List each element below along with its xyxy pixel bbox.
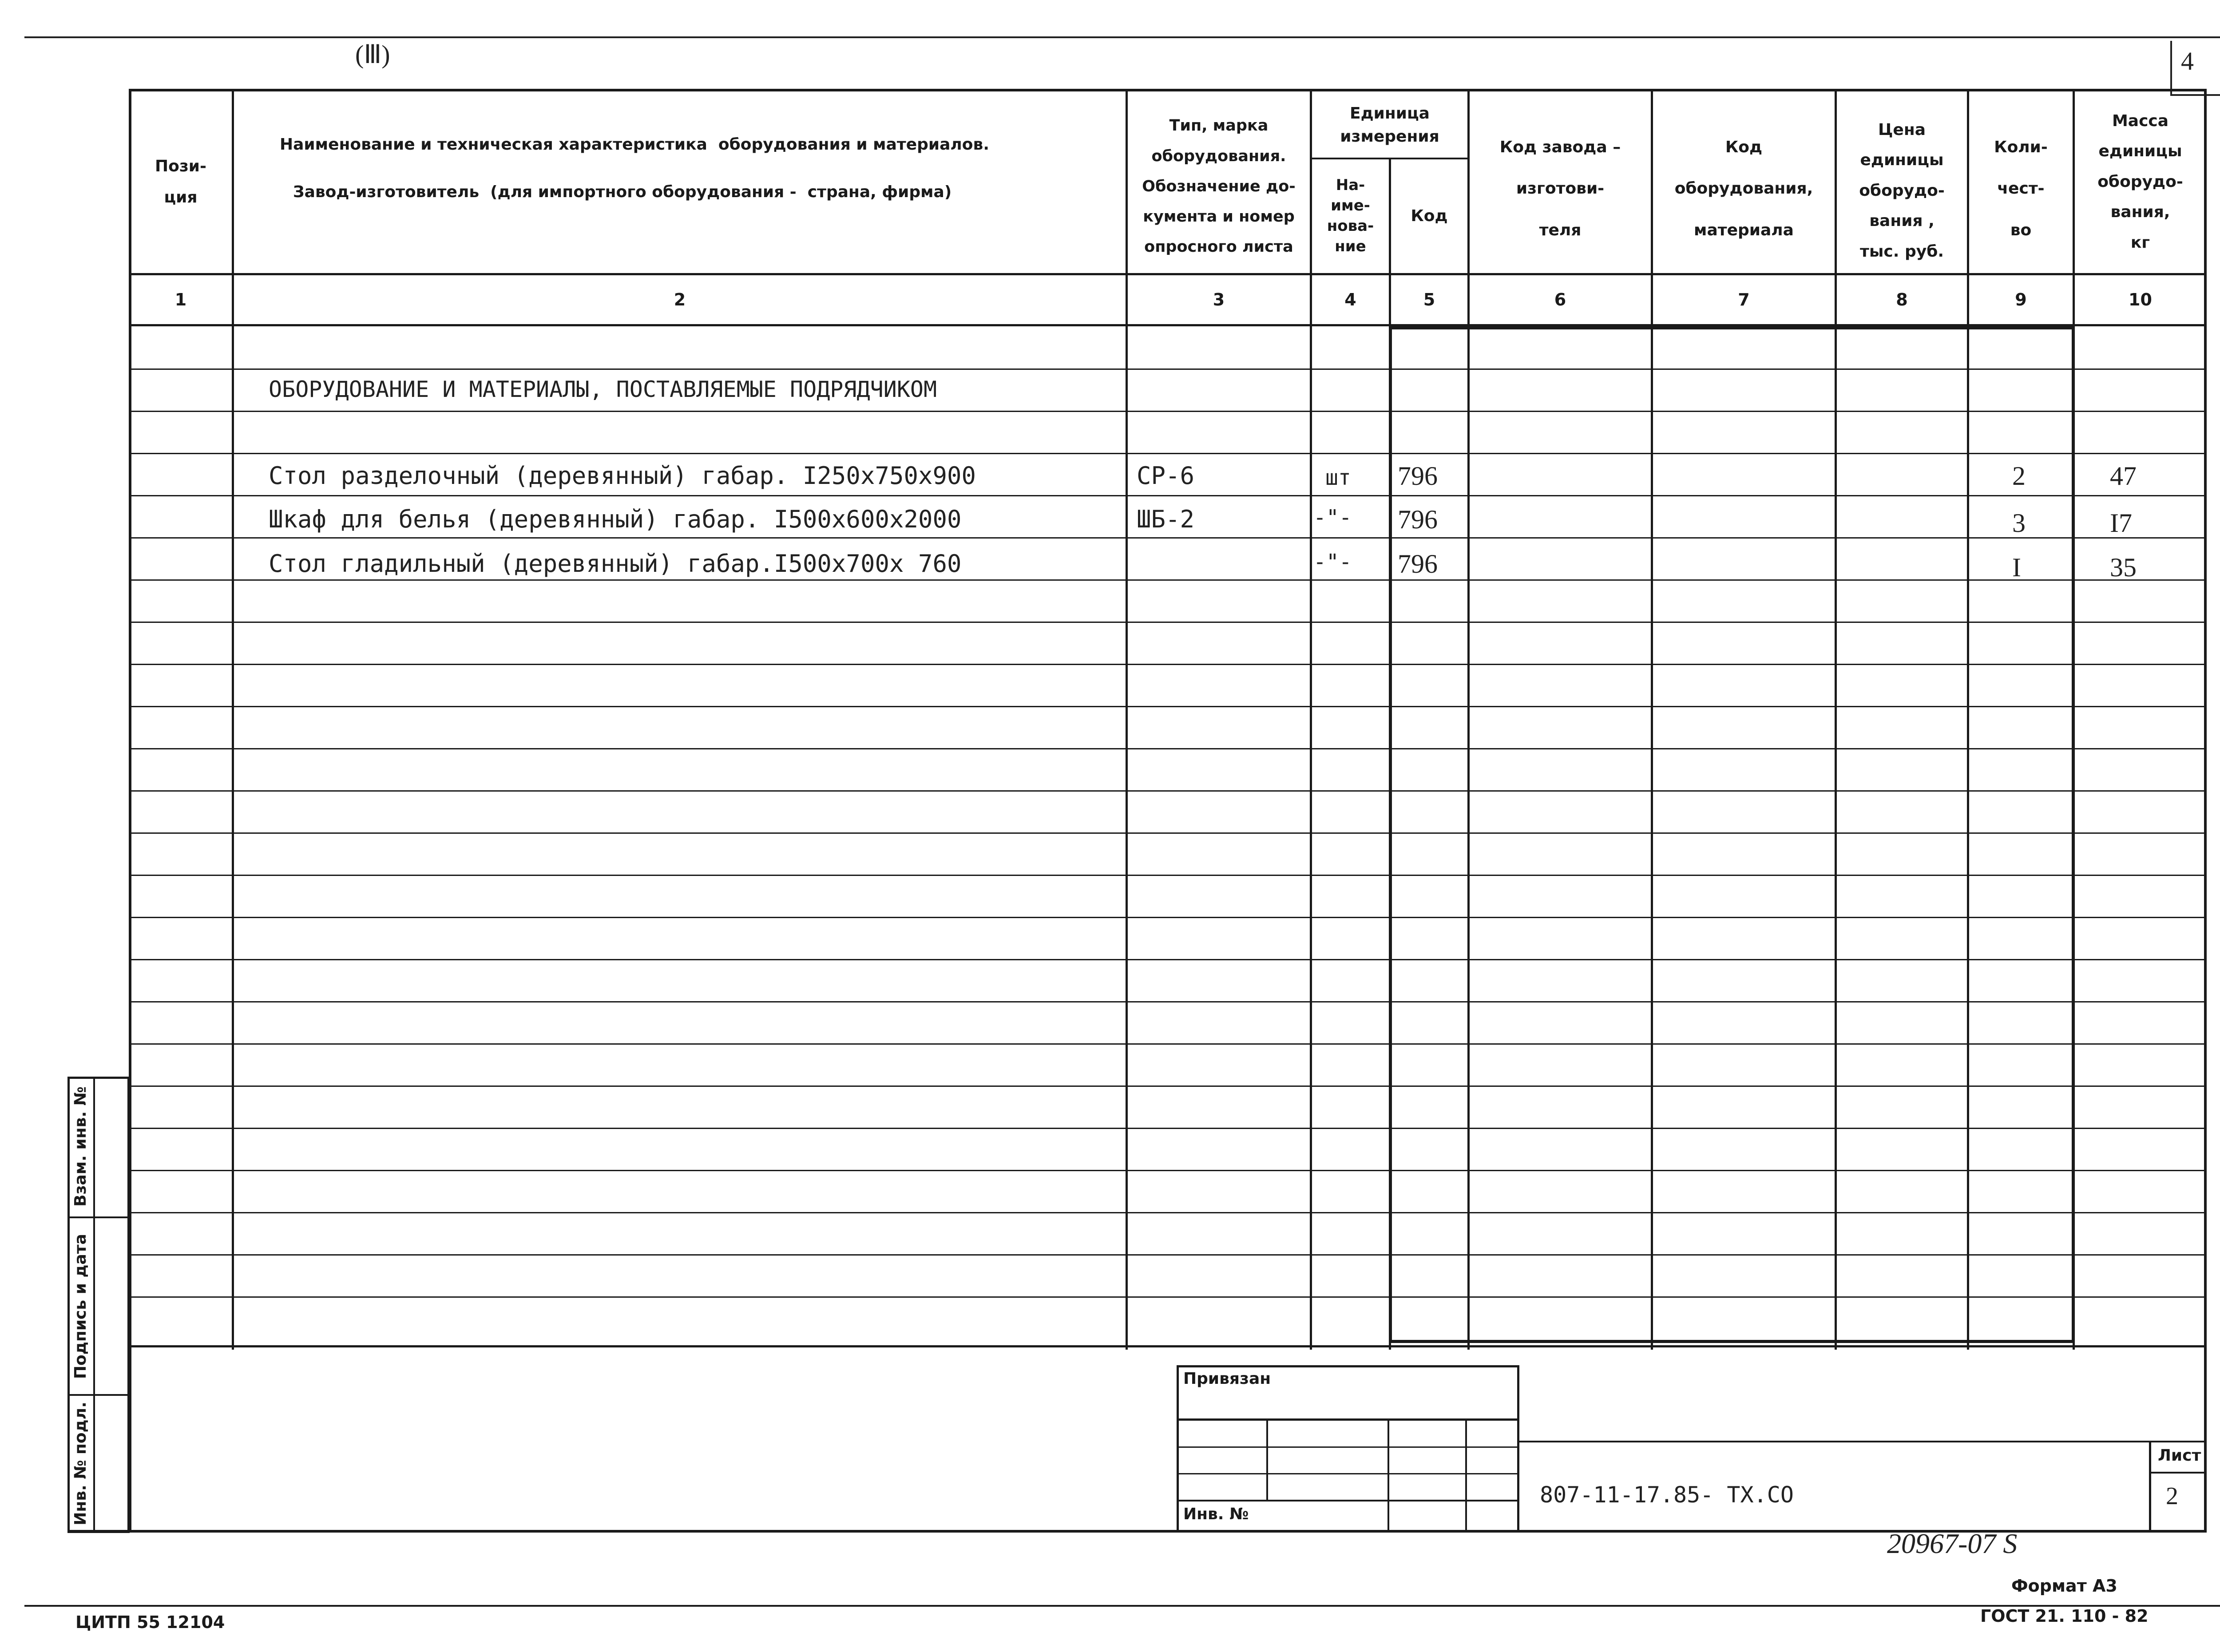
header-unit-name: На- име- нова- ние [1327,176,1374,255]
row-1-qty: 2 [2012,461,2026,491]
row-line [129,664,2207,665]
row-line [129,622,2207,623]
row-2-type: ШБ-2 [1137,505,1195,533]
side-stamp-divider [93,1077,95,1533]
col-number-1: 1 [174,290,187,309]
row-2-name: Шкаф для белья (деревянный) габар. I500x600x2000 [269,505,962,533]
sheet-box-divider [2149,1472,2207,1474]
header-position: Пози- ция [155,157,206,206]
col-number-2: 2 [674,290,686,309]
row-line [129,1043,2207,1045]
header-type: Тип, марка оборудования. Обозначение до- кумента и номер опросного листа [1142,117,1296,256]
row-1-mass: 47 [2110,461,2137,491]
row-2-code: 796 [1398,505,1438,534]
row-3-code: 796 [1398,549,1438,578]
corner-page-box [2170,41,2220,96]
row-3-qty: I [2012,553,2021,582]
row-line [129,1212,2207,1213]
header-name-line2: Завод-изготовитель (для импортного оборудования - страна, фирма) [293,183,952,201]
roman-label: (Ⅲ) [355,40,390,69]
col-number-6: 6 [1554,290,1566,309]
col-number-5: 5 [1423,290,1435,309]
section-title: ОБОРУДОВАНИЕ И МАТЕРИАЛЫ, ПОСТАВЛЯЕМЫЕ ПОДРЯДЧИКОМ [269,376,937,402]
table-body-bottom [129,1345,2207,1347]
side-stamp-podpis: Подпись и дата [71,1233,90,1379]
unit-subheader-line [1310,158,1469,159]
header-unit-group: Единица измерения [1340,104,1439,146]
privyazan-label: Привязан [1183,1370,1271,1388]
header-quantity: Коли- чест- во [1994,138,2048,239]
top-rule [24,36,2220,38]
row-3-mass: 35 [2110,553,2137,582]
row-line [129,1254,2207,1256]
side-stamp-inv: Инв. № подл. [71,1402,90,1525]
title-block-bottom [67,1530,2207,1533]
row-2-unit: -"- [1313,505,1352,530]
cintp-code: ЦИТП 55 12104 [75,1612,225,1632]
doc-code-top [1519,1441,2207,1442]
side-stamp-vzam: Взам. инв. № [71,1086,90,1207]
privyazan-row [1177,1418,1519,1421]
bold-zone [1389,326,2075,1343]
privyazan-col [1266,1418,1268,1500]
privyazan-col [1388,1418,1389,1532]
row-line [129,917,2207,918]
header-equipment-code: Код оборудования, материала [1674,138,1813,239]
row-1-type: СР-6 [1137,462,1195,490]
row-line [129,411,2207,412]
header-factory-code: Код завода – изготови- теля [1499,138,1621,239]
row-line [129,1085,2207,1087]
col-number-9: 9 [2015,290,2027,309]
row-line [129,832,2207,834]
row-line [129,1170,2207,1171]
row-1-name: Стол разделочный (деревянный) габар. I250x750x900 [269,462,976,490]
row-2-mass: I7 [2110,508,2132,538]
privyazan-col [1465,1418,1467,1532]
col-number-8: 8 [1896,290,1908,309]
row-line [129,748,2207,749]
header-unit-code: Код [1411,206,1448,225]
header-price: Цена единицы оборудо- вания , тыс. руб. [1859,121,1945,261]
sheet-number: 2 [2166,1482,2178,1510]
header-name-line1: Наименование и техническая характеристика оборудования и материалов. [280,135,989,154]
row-line [129,959,2207,960]
corner-page-number: 4 [2181,47,2194,75]
row-3-unit: -"- [1313,550,1352,574]
privyazan-row [1177,1446,1519,1448]
privyazan-row [1177,1500,1519,1501]
row-line [129,1001,2207,1002]
row-3-name: Стол гладильный (деревянный) габар.I500x700x 760 [269,550,962,578]
row-1-code: 796 [1398,461,1438,491]
doc-code: 807-11-17.85- ТХ.СО [1540,1482,1794,1508]
handwritten-number: 20967-07 S [1887,1528,2018,1559]
col-number-4: 4 [1344,290,1356,309]
row-1-unit: шт [1325,465,1351,490]
row-line [129,579,2207,581]
header-mass: Масса единицы оборудо- вания, кг [2097,112,2183,252]
row-line [129,495,2207,496]
privyazan-row [1177,1473,1519,1474]
row-line [129,706,2207,707]
row-line [129,453,2207,454]
col-number-10: 10 [2129,290,2152,309]
row-line [129,537,2207,539]
row-line [129,368,2207,370]
footer-rule [24,1605,2220,1607]
inv-no-label: Инв. № [1183,1505,1249,1523]
row-line [129,1128,2207,1129]
col-number-7: 7 [1738,290,1750,309]
col-number-3: 3 [1213,290,1225,309]
row-line [129,1296,2207,1298]
sheet-label: Лист [2158,1446,2201,1465]
row-line [129,875,2207,876]
row-2-qty: 3 [2012,508,2026,538]
row-line [129,790,2207,792]
format-label: Формат А3 [2011,1576,2117,1596]
gost-code: ГОСТ 21. 110 - 82 [1980,1606,2149,1626]
